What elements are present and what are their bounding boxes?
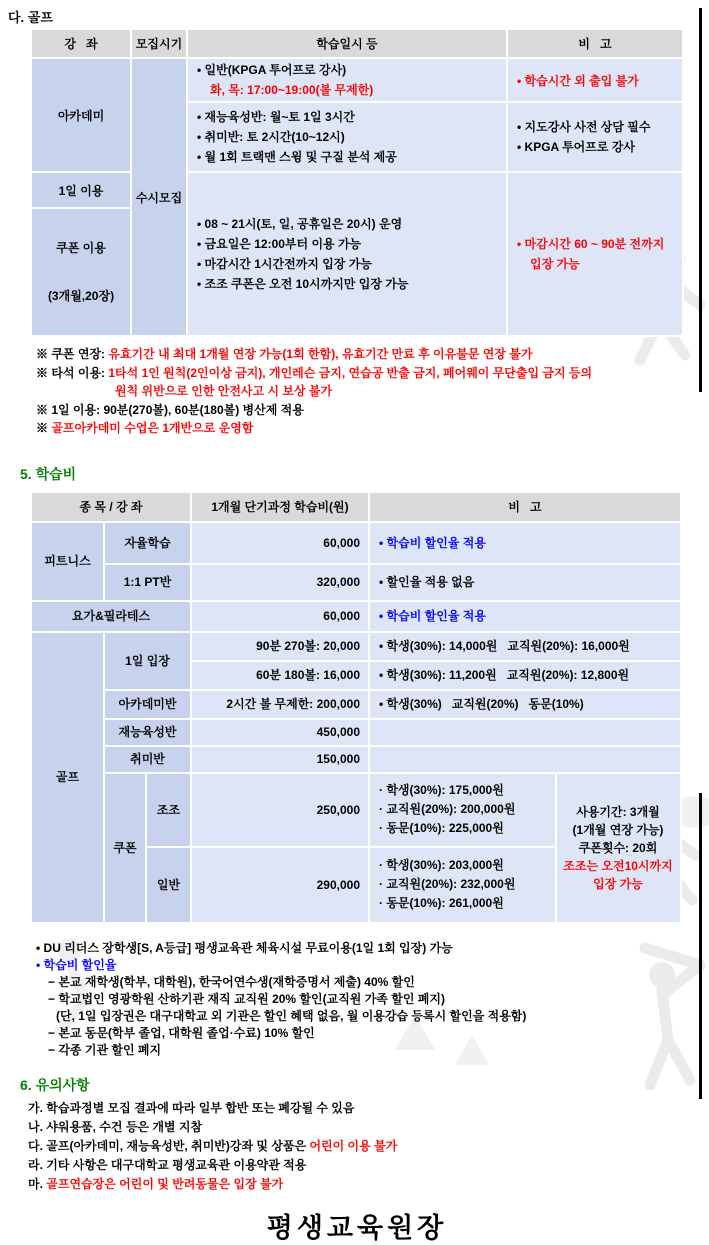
margin-revision-bar-bottom [699, 793, 702, 1099]
col-header-subject-course: 종 목 / 강 좌 [31, 492, 191, 522]
cell-yoga-price: 60,000 [191, 601, 369, 632]
note-discount-title: • 학습비 할인율 [36, 957, 117, 972]
notice-da: 다. 골프(아카데미, 재능육성반, 취미반)강좌 및 상품은 어린이 이용 불가 [28, 1138, 398, 1153]
golf-footnotes [36, 345, 709, 438]
golf-row-day-use [31, 172, 683, 208]
golf-schedule-table [30, 28, 684, 337]
cell-coupon-general-remark: · 학생(30%): 203,000원 · 교직원(20%): 232,000원 · 동문(10%): 261,000원 [369, 847, 556, 923]
cell-pt-price: 320,000 [191, 564, 369, 601]
fee-row-hobby [31, 746, 681, 773]
section6-heading: 6. 유의사항 [20, 1076, 90, 1093]
cell-academy-general-schedule: • 일반(KPGA 투어프로 강사) 화, 목: 17:00~19:00(볼 무제한) [187, 58, 507, 102]
col-header-remarks: 비 고 [369, 492, 681, 522]
cell-yoga-remark: • 학습비 할인율 적용 [369, 601, 681, 632]
col-header-monthly-fee: 1개월 단기과정 학습비(원) [191, 492, 369, 522]
cell-self-study: 자율학습 [104, 522, 191, 564]
cell-coupon: 쿠폰 [104, 773, 146, 923]
cell-coupon-early-price: 250,000 [191, 773, 369, 847]
cell-coupon-general: 일반 [146, 847, 191, 923]
fee-row-self-study [31, 522, 681, 564]
notice-na: 나. 샤워용품, 수건 등은 개별 지참 [28, 1119, 203, 1134]
cell-academy-remark: • 학생(30%) 교직원(20%) 동문(10%) [369, 690, 681, 719]
golf-row-academy-general [31, 58, 683, 102]
margin-revision-bar-top [699, 8, 702, 392]
footnote-academy-class: ※ 골프아카데미 수업은 1개반으로 운영함 [36, 421, 254, 435]
cell-hobby-price: 150,000 [191, 746, 369, 773]
footnote-day-use: ※ 1일 이용: 90분(270볼), 60분(180볼) 병산제 적용 [36, 402, 304, 417]
fee-row-day90 [31, 632, 681, 661]
note-discount-staff: − 학교법인 영광학원 산하기관 재직 교직원 20% 할인(교직원 가족 할인 폐지) [48, 991, 445, 1006]
cell-day-use: 1일 이용 [31, 172, 131, 208]
note-discount-students: − 본교 재학생(학부, 대학원), 한국어연수생(재학증명서 제출) 40% 할인 [48, 974, 415, 989]
cell-day-entry: 1일 입장 [104, 632, 191, 690]
cell-coupon-use: 쿠폰 이용 (3개월,20장) [31, 208, 131, 336]
col-header-course: 강 좌 [31, 29, 131, 58]
cell-academy-classes-remark: • 지도강사 사전 상담 필수 • KPGA 투어프로 강사 [507, 102, 683, 172]
cell-golf: 골프 [31, 632, 104, 923]
cell-fitness: 피트니스 [31, 522, 104, 601]
cell-pt-remark: • 할인율 적용 없음 [369, 564, 681, 601]
cell-talent: 재능육성반 [104, 719, 191, 746]
fee-row-yoga [31, 601, 681, 632]
col-header-schedule: 학습일시 등 [187, 29, 507, 58]
notice-list [28, 1099, 709, 1194]
cell-yoga: 요가&필라테스 [31, 601, 191, 632]
cell-academy-classes-schedule: • 재능육성반: 월~토 1일 3시간 • 취미반: 토 2시간(10~12시) • 월 1회 트랙맨 스윙 및 구질 분석 제공 [187, 102, 507, 172]
notice-ga: 가. 학습과정별 모집 결과에 따라 일부 합반 또는 폐강될 수 있음 [28, 1100, 355, 1115]
cell-day90-remark: • 학생(30%): 14,000원 교직원(20%): 16,000원 [369, 632, 681, 661]
cell-academy-general-remark: • 학습시간 외 출입 불가 [507, 58, 683, 102]
cell-self-study-price: 60,000 [191, 522, 369, 564]
golf-table-header-row [31, 29, 683, 58]
fee-notes [36, 940, 709, 1059]
cell-coupon-early-remark: · 학생(30%): 175,000원 · 교직원(20%): 200,000원 · 동문(10%): 225,000원 [369, 773, 556, 847]
cell-day60-price: 60분 180볼: 16,000 [191, 661, 369, 690]
fee-table-header-row [31, 492, 681, 522]
notice-ma: 마. 골프연습장은 어린이 및 반려동물은 입장 불가 [28, 1176, 284, 1191]
cell-pt: 1:1 PT반 [104, 564, 191, 601]
cell-day60-remark: • 학생(30%): 11,200원 교직원(20%): 12,800원 [369, 661, 681, 690]
col-header-recruit-period: 모집시기 [131, 29, 187, 58]
cell-use-remark: • 마감시간 60 ~ 90분 전까지 입장 가능 [507, 172, 683, 336]
footnote-tee-use: ※ 타석 이용: 1타석 1인 원칙(2인이상 금지), 개인레슨 금지, 연습공 반출 금지, 페어웨이 무단출입 금지 등의 [36, 365, 593, 380]
cell-hobby: 취미반 [104, 746, 191, 773]
fee-row-talent [31, 719, 681, 746]
note-discount-abolished: − 각종 기관 할인 폐지 [48, 1042, 162, 1057]
note-discount-staff-cond: (단, 1일 입장권은 대구대학교 외 기관은 할인 혜택 없음, 월 이용강습 등록시 할인을 적용함) [56, 1008, 527, 1023]
fee-row-coupon-early [31, 773, 681, 847]
section5-heading: 5. 학습비 [20, 465, 77, 482]
cell-academy-price: 2시간 볼 무제한: 200,000 [191, 690, 369, 719]
cell-hobby-remark [369, 746, 681, 773]
cell-academy-class: 아카데미반 [104, 690, 191, 719]
cell-coupon-info: 사용기간: 3개월 (1개월 연장 가능) 쿠폰횟수: 20회 조조는 오전10시까지 입장 가능 [556, 773, 681, 923]
notice-ra: 라. 기타 사항은 대구대학교 평생교육관 이용약관 적용 [28, 1157, 307, 1172]
fee-row-pt [31, 564, 681, 601]
cell-academy: 아카데미 [31, 58, 131, 172]
signature-lifelong-education-director: 평생교육원장 [266, 1212, 448, 1243]
cell-coupon-general-price: 290,000 [191, 847, 369, 923]
fee-row-academy [31, 690, 681, 719]
cell-coupon-early: 조조 [146, 773, 191, 847]
cell-use-schedule: • 08 ~ 21시(토, 일, 공휴일은 20시) 운영 • 금요일은 12:00부터 이용 가능 • 마감시간 1시간전까지 입장 가능 • 조조 쿠폰은 오전 10시까지만 입장 가능 [187, 172, 507, 336]
cell-day90-price: 90분 270볼: 20,000 [191, 632, 369, 661]
col-header-remarks: 비 고 [507, 29, 683, 58]
section-title-golf: 다. 골프 [8, 10, 53, 25]
cell-recruit-anytime: 수시모집 [131, 58, 187, 336]
cell-self-study-remark: • 학습비 할인율 적용 [369, 522, 681, 564]
note-du-leaders: • DU 리더스 장학생[S, A등급] 평생교육관 체육시설 무료이용(1일 1회 입장) 가능 [36, 940, 453, 955]
footnote-coupon-extension: ※ 쿠폰 연장: 유효기간 내 최대 1개월 연장 가능(1회 한함), 유효기간 만료 후 이유불문 연장 불가 [36, 347, 533, 361]
fee-table [30, 491, 682, 924]
note-discount-alumni: − 본교 동문(학부 졸업, 대학원 졸업·수료) 10% 할인 [48, 1025, 315, 1040]
cell-talent-price: 450,000 [191, 719, 369, 746]
cell-talent-remark [369, 719, 681, 746]
footnote-tee-use-cont: 원칙 위반으로 인한 안전사고 시 보상 불가 [115, 384, 333, 398]
